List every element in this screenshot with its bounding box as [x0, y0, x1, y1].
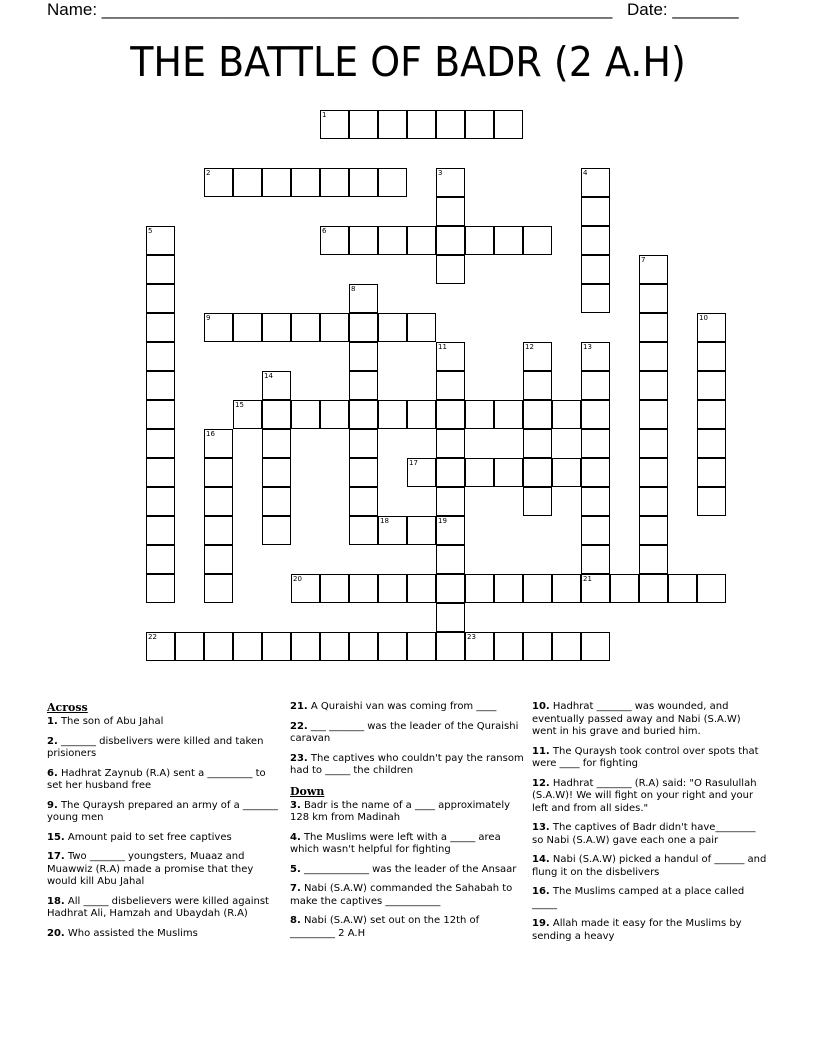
- crossword-cell[interactable]: [175, 632, 204, 661]
- clue-text: The captives of Badr didn't have________ so Nabi (S.A.W) gave each one a pair: [532, 822, 756, 846]
- crossword-cell[interactable]: [320, 400, 349, 429]
- clue-number-label: 20.: [47, 927, 65, 939]
- crossword-cell[interactable]: [581, 400, 610, 429]
- crossword-cell[interactable]: [581, 574, 610, 603]
- clue-item: [47, 736, 282, 761]
- clue-number-label: 10.: [532, 701, 550, 712]
- crossword-cell[interactable]: [146, 342, 175, 371]
- clue-number-label: 5.: [290, 863, 301, 875]
- clue-column-1: [47, 701, 282, 947]
- crossword-cell[interactable]: [320, 632, 349, 661]
- crossword-cell[interactable]: [465, 632, 494, 661]
- across-clue-list: [47, 716, 282, 940]
- clue-number: 4: [583, 169, 588, 177]
- clue-text: All _____ disbelievers were killed against Hadhrat Ali, Hamzah and Ubaydah (R.A): [47, 895, 269, 919]
- crossword-cell[interactable]: [465, 400, 494, 429]
- crossword-cell[interactable]: [552, 458, 581, 487]
- crossword-cell[interactable]: [146, 255, 175, 284]
- crossword-cell[interactable]: [233, 400, 262, 429]
- crossword-cell[interactable]: [581, 545, 610, 574]
- crossword-cell[interactable]: [494, 574, 523, 603]
- crossword-cell[interactable]: [436, 255, 465, 284]
- crossword-cell[interactable]: [349, 574, 378, 603]
- crossword-cell[interactable]: [349, 487, 378, 516]
- crossword-cell[interactable]: [436, 168, 465, 197]
- clue-item: [47, 851, 282, 889]
- crossword-cell[interactable]: [523, 226, 552, 255]
- crossword-cell[interactable]: [146, 313, 175, 342]
- clue-item: [47, 928, 282, 941]
- crossword-cell[interactable]: [349, 458, 378, 487]
- clue-number-label: 17.: [47, 851, 65, 862]
- across-clue-list-continued: [290, 701, 525, 778]
- clue-item: [290, 800, 525, 825]
- crossword-cell[interactable]: [639, 255, 668, 284]
- crossword-cell[interactable]: [262, 313, 291, 342]
- crossword-cell[interactable]: [378, 168, 407, 197]
- crossword-cell[interactable]: [697, 313, 726, 342]
- crossword-cell[interactable]: [581, 371, 610, 400]
- clue-text: A Quraishi van was coming from ____: [307, 701, 497, 712]
- clue-number: 22: [148, 633, 157, 641]
- crossword-cell[interactable]: [204, 168, 233, 197]
- clue-text: The captives who couldn't pay the ransom had to _____ the children: [290, 752, 524, 776]
- crossword-cell[interactable]: [523, 342, 552, 371]
- crossword-cell[interactable]: [262, 429, 291, 458]
- crossword-cell[interactable]: [581, 197, 610, 226]
- crossword-cell[interactable]: [146, 574, 175, 603]
- crossword-cell[interactable]: [320, 313, 349, 342]
- clue-text: Amount paid to set free captives: [64, 831, 232, 843]
- clue-number: 1: [322, 111, 327, 119]
- crossword-cell[interactable]: [436, 632, 465, 661]
- clue-item: [47, 716, 282, 729]
- clue-number: 8: [351, 285, 356, 293]
- crossword-cell[interactable]: [320, 574, 349, 603]
- clue-item: [532, 918, 768, 943]
- clue-item: [47, 832, 282, 845]
- clue-number-label: 7.: [290, 883, 301, 894]
- crossword-cell[interactable]: [523, 400, 552, 429]
- clue-text: Nabi (S.A.W) commanded the Sahabah to make the captives ___________: [290, 883, 513, 907]
- crossword-cell[interactable]: [436, 226, 465, 255]
- crossword-cell[interactable]: [262, 168, 291, 197]
- crossword-cell[interactable]: [639, 429, 668, 458]
- clue-number: 9: [206, 314, 211, 322]
- clue-number: 14: [264, 372, 273, 380]
- down-clue-list: [290, 800, 525, 941]
- crossword-cell[interactable]: [407, 110, 436, 139]
- name-field[interactable]: Name: ______________________________________________________: [47, 0, 613, 19]
- crossword-cell[interactable]: [146, 458, 175, 487]
- crossword-cell[interactable]: [436, 603, 465, 632]
- clue-number-label: 4.: [290, 831, 301, 843]
- crossword-cell[interactable]: [436, 574, 465, 603]
- clue-number: 2: [206, 169, 211, 177]
- crossword-cell[interactable]: [233, 313, 262, 342]
- crossword-cell[interactable]: [697, 574, 726, 603]
- crossword-cell[interactable]: [639, 400, 668, 429]
- crossword-cell[interactable]: [407, 632, 436, 661]
- crossword-cell[interactable]: [552, 574, 581, 603]
- crossword-cell[interactable]: [349, 516, 378, 545]
- clue-text: _____________ was the leader of the Ansaar: [300, 863, 517, 875]
- crossword-cell[interactable]: [349, 342, 378, 371]
- crossword-cell[interactable]: [436, 110, 465, 139]
- clue-item: [532, 854, 768, 879]
- clue-number: 17: [409, 459, 418, 467]
- clue-text: Badr is the name of a ____ approximately 128 km from Madinah: [290, 799, 511, 823]
- clue-number-label: 23.: [290, 752, 308, 764]
- crossword-cell[interactable]: [378, 574, 407, 603]
- clue-text: The Quraysh prepared an army of a _______ young men: [47, 799, 278, 823]
- clue-number: 6: [322, 227, 327, 235]
- crossword-cell[interactable]: [494, 632, 523, 661]
- crossword-cell[interactable]: [697, 429, 726, 458]
- crossword-cell[interactable]: [146, 632, 175, 661]
- clue-text: Two _______ youngsters, Muaaz and Muawwiz (R.A) made a promise that they would kill Abu Jahal: [47, 851, 254, 887]
- clue-item: [532, 778, 768, 816]
- crossword-cell[interactable]: [494, 458, 523, 487]
- crossword-cell[interactable]: [146, 400, 175, 429]
- clue-item: [290, 721, 525, 746]
- crossword-cell[interactable]: [146, 429, 175, 458]
- crossword-cell[interactable]: [552, 632, 581, 661]
- crossword-cell[interactable]: [204, 313, 233, 342]
- crossword-cell[interactable]: [204, 516, 233, 545]
- clue-text: Hadhrat Zaynub (R.A) sent a _________ to set her husband free: [47, 767, 266, 791]
- clue-item: [290, 864, 525, 877]
- clue-text: Allah made it easy for the Muslims by sending a heavy: [532, 918, 742, 942]
- clue-number-label: 18.: [47, 895, 65, 907]
- crossword-cell[interactable]: [146, 545, 175, 574]
- clue-number: 18: [380, 517, 389, 525]
- crossword-cell[interactable]: [407, 458, 436, 487]
- clue-text: ___ _______ was the leader of the Quraishi caravan: [290, 720, 519, 744]
- crossword-cell[interactable]: [262, 371, 291, 400]
- crossword-cell[interactable]: [320, 168, 349, 197]
- clue-item: [532, 746, 768, 771]
- clue-item: [47, 896, 282, 921]
- crossword-cell[interactable]: [349, 313, 378, 342]
- crossword-cell[interactable]: [349, 400, 378, 429]
- crossword-cell[interactable]: [378, 226, 407, 255]
- crossword-cell[interactable]: [697, 400, 726, 429]
- clue-column-3: [532, 701, 768, 950]
- crossword-cell[interactable]: [668, 574, 697, 603]
- crossword-cell[interactable]: [146, 371, 175, 400]
- crossword-cell[interactable]: [523, 487, 552, 516]
- clue-text: _______ disbelivers were killed and taken prisioners: [47, 735, 264, 759]
- crossword-cell[interactable]: [581, 255, 610, 284]
- clue-number-label: 11.: [532, 745, 550, 757]
- crossword-cell[interactable]: [523, 458, 552, 487]
- crossword-cell[interactable]: [291, 400, 320, 429]
- clue-number: 12: [525, 343, 534, 351]
- clue-number: 23: [467, 633, 476, 641]
- crossword-cell[interactable]: [407, 313, 436, 342]
- crossword-cell[interactable]: [146, 226, 175, 255]
- crossword-cell[interactable]: [204, 545, 233, 574]
- down-clue-list-continued: [532, 701, 768, 943]
- crossword-cell[interactable]: [204, 487, 233, 516]
- crossword-cell[interactable]: [291, 168, 320, 197]
- crossword-cell[interactable]: [436, 458, 465, 487]
- crossword-cell[interactable]: [378, 516, 407, 545]
- crossword-cell[interactable]: [581, 632, 610, 661]
- crossword-cell[interactable]: [639, 313, 668, 342]
- crossword-cell[interactable]: [581, 516, 610, 545]
- crossword-cell[interactable]: [436, 197, 465, 226]
- crossword-cell[interactable]: [320, 226, 349, 255]
- page-title: THE BATTLE OF BADR (2 A.H): [130, 38, 686, 86]
- crossword-cell[interactable]: [581, 226, 610, 255]
- clue-text: The son of Abu Jahal: [57, 716, 164, 727]
- crossword-cell[interactable]: [407, 400, 436, 429]
- crossword-cell[interactable]: [407, 226, 436, 255]
- clue-number: 13: [583, 343, 592, 351]
- crossword-cell[interactable]: [465, 226, 494, 255]
- crossword-cell[interactable]: [262, 516, 291, 545]
- crossword-cell[interactable]: [465, 574, 494, 603]
- across-heading: Across: [47, 701, 88, 714]
- clue-number-label: 21.: [290, 701, 308, 712]
- clue-number: 10: [699, 314, 708, 322]
- crossword-cell[interactable]: [639, 516, 668, 545]
- crossword-cell[interactable]: [581, 429, 610, 458]
- crossword-cell[interactable]: [581, 284, 610, 313]
- crossword-cell[interactable]: [320, 110, 349, 139]
- crossword-cell[interactable]: [697, 371, 726, 400]
- clue-column-2: [290, 701, 525, 947]
- crossword-cell[interactable]: [378, 313, 407, 342]
- crossword-cell[interactable]: [436, 400, 465, 429]
- clue-number-label: 22.: [290, 720, 308, 732]
- crossword-cell[interactable]: [349, 371, 378, 400]
- crossword-cell[interactable]: [436, 545, 465, 574]
- clue-item: [290, 832, 525, 857]
- crossword-cell[interactable]: [610, 574, 639, 603]
- crossword-cell[interactable]: [581, 168, 610, 197]
- clue-item: [290, 701, 525, 714]
- crossword-cell[interactable]: [378, 110, 407, 139]
- clue-number-label: 1.: [47, 716, 58, 727]
- crossword-cell[interactable]: [262, 458, 291, 487]
- crossword-cell[interactable]: [436, 371, 465, 400]
- crossword-cell[interactable]: [204, 574, 233, 603]
- clue-number: 5: [148, 227, 153, 235]
- clue-number: 15: [235, 401, 244, 409]
- clue-item: [47, 768, 282, 793]
- crossword-cell[interactable]: [262, 400, 291, 429]
- crossword-cell[interactable]: [146, 516, 175, 545]
- crossword-cell[interactable]: [552, 400, 581, 429]
- crossword-cell[interactable]: [523, 429, 552, 458]
- clue-number-label: 6.: [47, 767, 58, 779]
- clue-item: [290, 753, 525, 778]
- crossword-cell[interactable]: [581, 458, 610, 487]
- clue-number-label: 9.: [47, 799, 58, 811]
- clue-text: Hadhrat _______ (R.A) said: "O Rasulullah (S.A.W)! We will fight on your right and your left and from all sides.": [532, 777, 757, 814]
- crossword-cell[interactable]: [291, 632, 320, 661]
- crossword-cell[interactable]: [204, 429, 233, 458]
- down-heading: Down: [290, 784, 325, 798]
- clue-number: 21: [583, 575, 592, 583]
- crossword-cell[interactable]: [523, 371, 552, 400]
- clue-item: [290, 883, 525, 908]
- crossword-cell[interactable]: [494, 400, 523, 429]
- clue-number: 16: [206, 430, 215, 438]
- clue-number: 11: [438, 343, 447, 351]
- clue-number: 20: [293, 575, 302, 583]
- clue-text: The Muslims were left with a _____ area which wasn't helpful for fighting: [290, 831, 501, 855]
- crossword-cell[interactable]: [639, 574, 668, 603]
- crossword-cell[interactable]: [204, 632, 233, 661]
- clue-number-label: 2.: [47, 735, 58, 747]
- crossword-cell[interactable]: [639, 284, 668, 313]
- crossword-cell[interactable]: [494, 110, 523, 139]
- clue-number-label: 19.: [532, 918, 550, 929]
- clue-text: Hadhrat _______ was wounded, and eventually passed away and Nabi (S.A.W) went in his grave and buried him.: [532, 701, 741, 737]
- crossword-cell[interactable]: [523, 574, 552, 603]
- crossword-cell[interactable]: [146, 487, 175, 516]
- crossword-cell[interactable]: [436, 342, 465, 371]
- clue-text: Nabi (S.A.W) set out on the 12th of _________ 2 A.H: [290, 915, 480, 939]
- crossword-cell[interactable]: [349, 429, 378, 458]
- crossword-cell[interactable]: [639, 545, 668, 574]
- crossword-cell[interactable]: [378, 400, 407, 429]
- crossword-cell[interactable]: [349, 226, 378, 255]
- clue-text: The Muslims camped at a place called _____: [532, 886, 745, 910]
- crossword-cell[interactable]: [233, 632, 262, 661]
- crossword-cell[interactable]: [697, 342, 726, 371]
- crossword-cell[interactable]: [639, 487, 668, 516]
- clue-text: Who assisted the Muslims: [64, 927, 198, 939]
- crossword-cell[interactable]: [349, 632, 378, 661]
- crossword-cell[interactable]: [204, 458, 233, 487]
- crossword-cell[interactable]: [697, 487, 726, 516]
- crossword-cell[interactable]: [349, 110, 378, 139]
- crossword-cell[interactable]: [494, 226, 523, 255]
- crossword-cell[interactable]: [436, 487, 465, 516]
- clue-item: [532, 822, 768, 847]
- crossword-cell[interactable]: [233, 168, 262, 197]
- crossword-cell[interactable]: [436, 429, 465, 458]
- clue-number-label: 8.: [290, 915, 301, 926]
- clue-number-label: 15.: [47, 831, 65, 843]
- crossword-cell[interactable]: [349, 284, 378, 313]
- crossword-cell[interactable]: [146, 284, 175, 313]
- clue-number-label: 14.: [532, 854, 550, 865]
- crossword-cell[interactable]: [697, 458, 726, 487]
- crossword-cell[interactable]: [465, 458, 494, 487]
- crossword-cell[interactable]: [465, 110, 494, 139]
- clue-item: [47, 800, 282, 825]
- crossword-cell[interactable]: [262, 487, 291, 516]
- clue-number-label: 16.: [532, 886, 550, 897]
- date-field[interactable]: Date: _______: [627, 0, 739, 19]
- clue-text: Nabi (S.A.W) picked a handul of ______ and flung it on the disbelivers: [532, 854, 767, 878]
- crossword-cell[interactable]: [639, 371, 668, 400]
- clue-number-label: 3.: [290, 799, 301, 811]
- clue-item: [532, 701, 768, 739]
- crossword-cell[interactable]: [378, 632, 407, 661]
- clue-number-label: 12.: [532, 777, 550, 789]
- crossword-cell[interactable]: [407, 516, 436, 545]
- clue-number: 3: [438, 169, 443, 177]
- crossword-cell[interactable]: [349, 168, 378, 197]
- crossword-cell[interactable]: [523, 632, 552, 661]
- clue-item: [290, 915, 525, 940]
- crossword-cell[interactable]: [291, 574, 320, 603]
- clue-number: 7: [641, 256, 646, 264]
- clue-number: 19: [438, 517, 447, 525]
- crossword-cell[interactable]: [581, 487, 610, 516]
- crossword-cell[interactable]: [581, 342, 610, 371]
- crossword-cell[interactable]: [291, 313, 320, 342]
- crossword-cell[interactable]: [436, 516, 465, 545]
- clue-item: [532, 886, 768, 911]
- crossword-cell[interactable]: [262, 632, 291, 661]
- clue-text: The Quraysh took control over spots that were ____ for fighting: [532, 745, 759, 769]
- crossword-cell[interactable]: [639, 458, 668, 487]
- crossword-cell[interactable]: [639, 342, 668, 371]
- crossword-cell[interactable]: [407, 574, 436, 603]
- clue-number-label: 13.: [532, 822, 550, 833]
